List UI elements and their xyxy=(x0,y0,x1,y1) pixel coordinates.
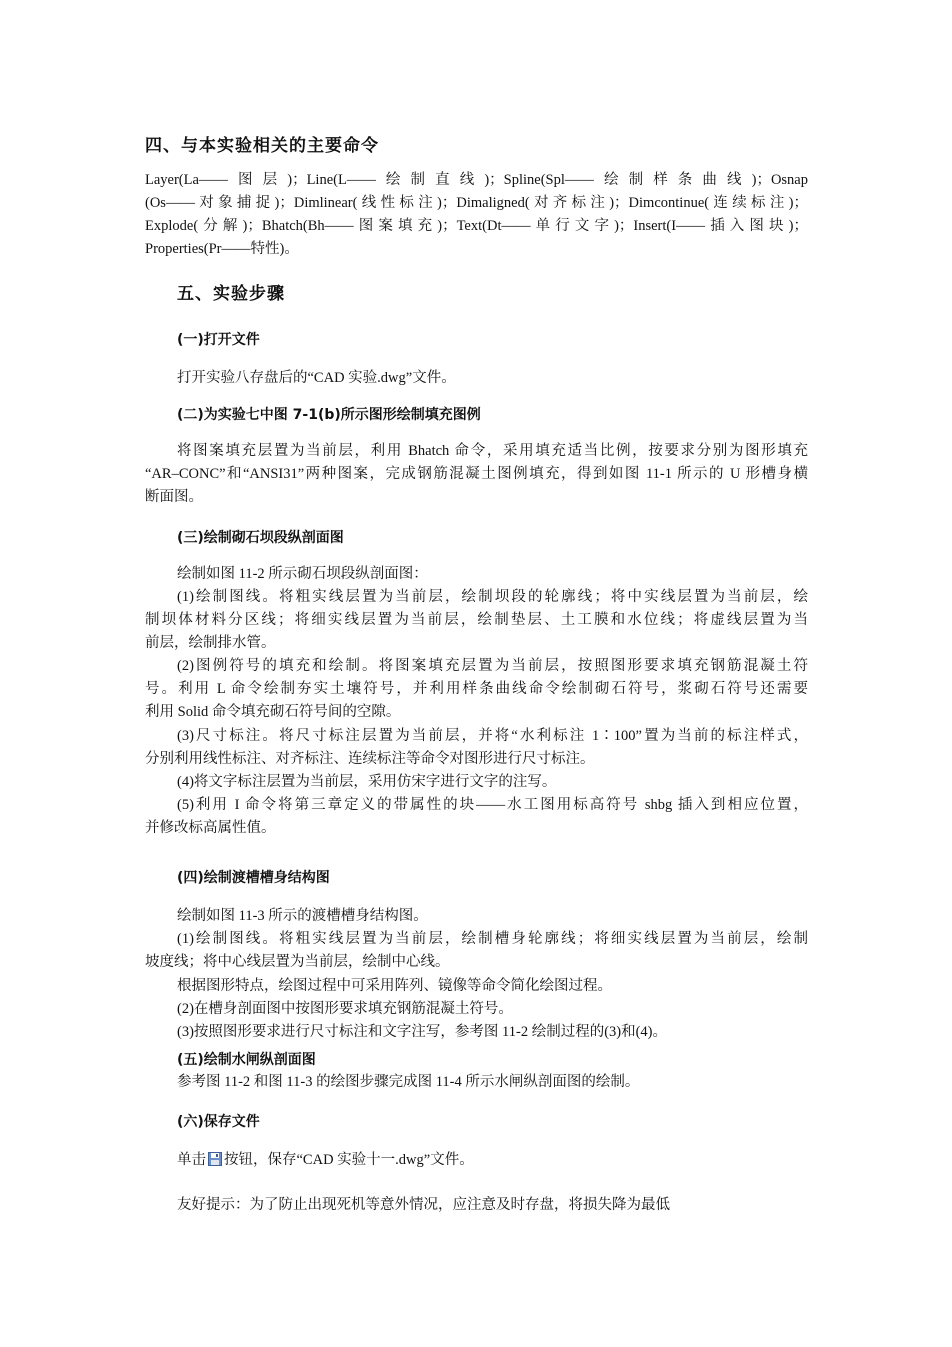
section-4-line-1: Layer(La——图层)；Line(L——绘制直线)；Spline(Spl——绘制样条曲线)；Osnap xyxy=(145,172,808,188)
step-3-title: (三)绘制砌石坝段纵剖面图 xyxy=(177,530,344,546)
step-4-p3: (3)按照图形要求进行尺寸标注和文字注写，参考图 11-2 绘制过程的(3)和(4)。 xyxy=(177,1024,668,1040)
step-3-p3-line-1: (3)尺寸标注。将尺寸标注层置为当前层，并将“水利标注 1∶100”置为当前的标注样式， xyxy=(177,728,808,744)
step-3-p3-line-2: 分别利用线性标注、对齐标注、连续标注等命令对图形进行尺寸标注。 xyxy=(145,751,595,767)
step-4-p1-line-1: (1)绘制图线。将粗实线层置为当前层，绘制槽身轮廓线；将细实线层置为当前层，绘制 xyxy=(177,931,808,947)
step-3-p1-line-2: 制坝体材料分区线；将细实线层置为当前层，绘制垫层、土工膜和水位线；将虚线层置为当 xyxy=(145,612,808,628)
step-6-title: (六)保存文件 xyxy=(177,1114,260,1130)
step-2-line-1: 将图案填充层置为当前层，利用 Bhatch 命令，采用填充适当比例，按要求分别为图形填充 xyxy=(177,443,808,459)
step-3-p1-line-3: 前层，绘制排水管。 xyxy=(145,635,276,651)
step-4-p2: (2)在槽身剖面图中按图形要求填充钢筋混凝土符号。 xyxy=(177,1001,513,1017)
step-3-p2-line-2: 号。利用 L 命令绘制夯实土壤符号，并利用样条曲线命令绘制砌石符号，浆砌石符号还需要 xyxy=(145,681,808,697)
step-3-p2-line-1: (2)图例符号的填充和绘制。将图案填充层置为当前层，按照图形要求填充钢筋混凝土符 xyxy=(177,658,808,674)
step-3-p1-line-1: (1)绘制图线。将粗实线层置为当前层，绘制坝段的轮廓线；将中实线层置为当前层，绘 xyxy=(177,589,808,605)
step-6-text-after: 按钮，保存“CAD 实验十一.dwg”文件。 xyxy=(224,1152,474,1168)
step-3-p5-line-2: 并修改标高属性值。 xyxy=(145,820,276,836)
section-4-line-4: Properties(Pr——特性)。 xyxy=(145,241,299,257)
step-6-text-before: 单击 xyxy=(177,1152,206,1168)
save-icon xyxy=(208,1152,222,1166)
step-3-p4: (4)将文字标注层置为当前层，采用仿宋字进行文字的注写。 xyxy=(177,774,557,790)
section-4-line-2: (Os——对象捕捉)；Dimlinear(线性标注)；Dimaligned(对齐标注)；Dimcontinue(连续标注)； xyxy=(145,195,808,211)
step-3-intro: 绘制如图 11-2 所示砌石坝段纵剖面图： xyxy=(177,566,428,582)
step-5-title: (五)绘制水闸纵剖面图 xyxy=(177,1052,316,1068)
step-2-line-2: “AR–CONC”和“ANSI31”两种图案，完成钢筋混凝土图例填充，得到如图 11-1 所示的 U 形槽身横 xyxy=(145,466,808,482)
friendly-tip: 友好提示：为了防止出现死机等意外情况，应注意及时存盘，将损失降为最低 xyxy=(177,1197,670,1213)
step-1-title: (一)打开文件 xyxy=(177,332,260,348)
step-2-line-3: 断面图。 xyxy=(145,489,203,505)
step-5-text: 参考图 11-2 和图 11-3 的绘图步骤完成图 11-4 所示水闸纵剖面图的绘制。 xyxy=(177,1074,640,1090)
step-4-intro: 绘制如图 11-3 所示的渡槽槽身结构图。 xyxy=(177,908,428,924)
step-3-p5-line-1: (5)利用 I 命令将第三章定义的带属性的块——水工图用标高符号 shbg 插入到相应位置， xyxy=(177,797,808,813)
step-6-text xyxy=(177,1150,474,1170)
section-4-line-3: Explode(分解)；Bhatch(Bh——图案填充)；Text(Dt——单行文字)；Insert(I——插入图块)； xyxy=(145,218,808,234)
section-5-title: 五、实验步骤 xyxy=(177,284,285,304)
step-2-title: (二)为实验七中图 7-1(b)所示图形绘制填充图例 xyxy=(177,407,481,423)
step-1-text: 打开实验八存盘后的“CAD 实验.dwg”文件。 xyxy=(177,370,456,386)
step-4-p1b: 根据图形特点，绘图过程中可采用阵列、镜像等命令简化绘图过程。 xyxy=(177,978,612,994)
step-3-p2-line-3: 利用 Solid 命令填充砌石符号间的空隙。 xyxy=(145,704,401,720)
step-4-title: (四)绘制渡槽槽身结构图 xyxy=(177,870,330,886)
section-4-title: 四、与本实验相关的主要命令 xyxy=(145,136,379,156)
step-4-p1-line-2: 坡度线；将中心线层置为当前层，绘制中心线。 xyxy=(145,954,450,970)
